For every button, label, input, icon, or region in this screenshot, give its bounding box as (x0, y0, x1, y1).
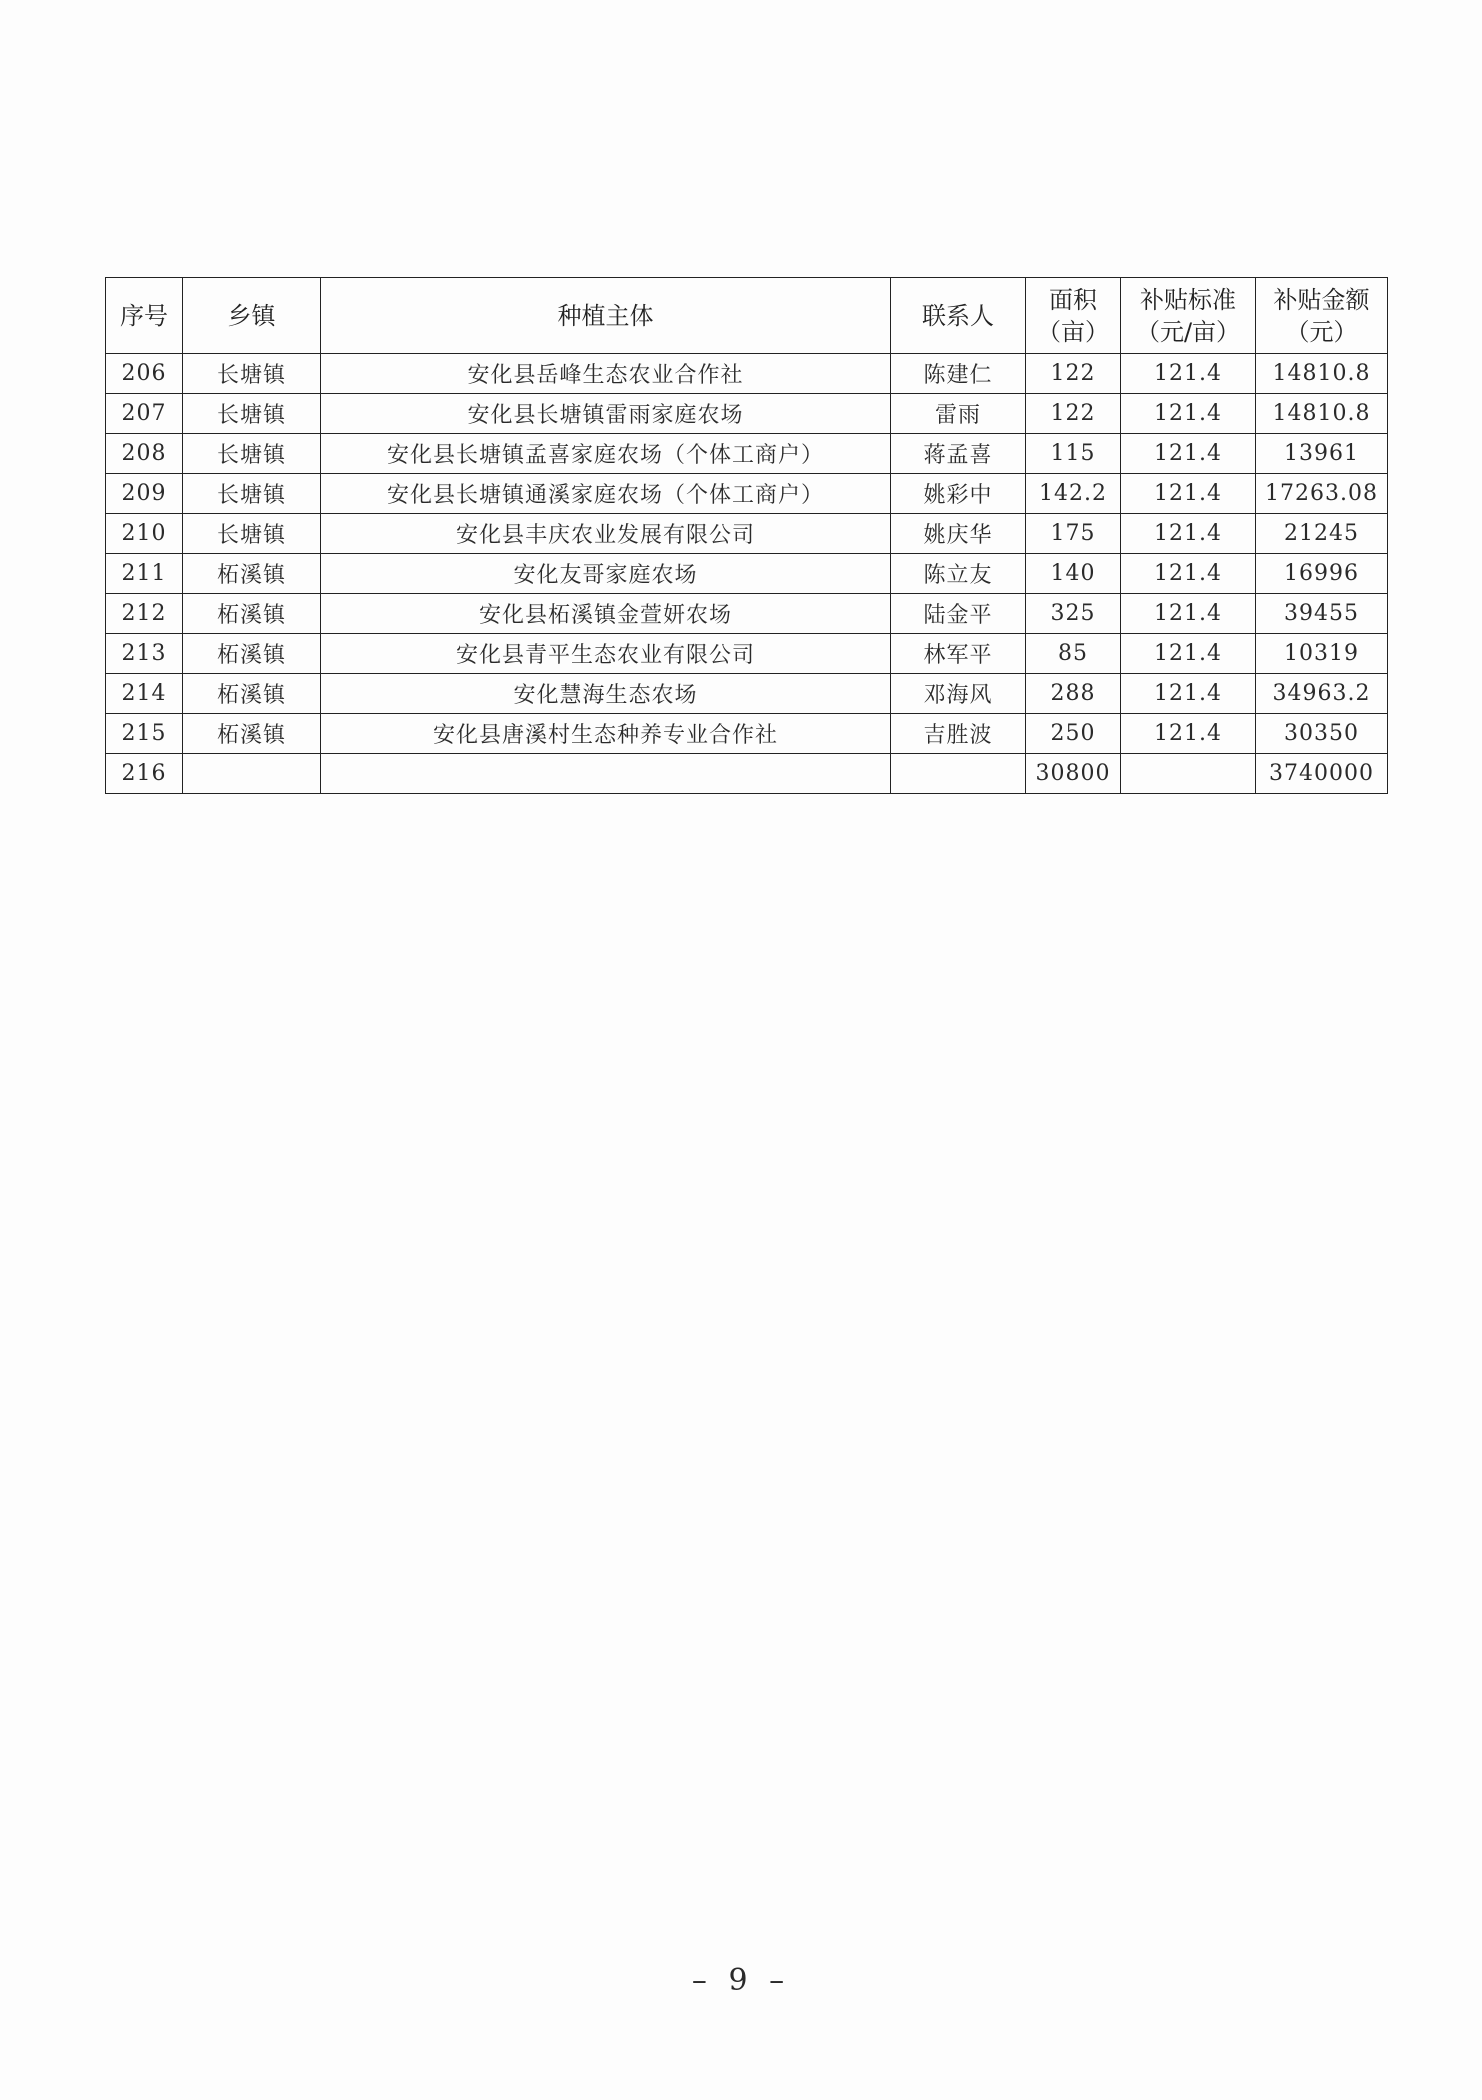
table-row (106, 394, 1388, 434)
cell-town: 柘溪镇 (183, 554, 321, 594)
cell-contact: 雷雨 (891, 394, 1026, 434)
cell-subject: 安化县丰庆农业发展有限公司 (321, 514, 891, 554)
cell-no: 206 (106, 354, 183, 394)
cell-area: 85 (1026, 634, 1121, 674)
cell-town: 柘溪镇 (183, 634, 321, 674)
cell-contact: 陈立友 (891, 554, 1026, 594)
cell-standard: 121.4 (1121, 634, 1256, 674)
cell-contact: 姚庆华 (891, 514, 1026, 554)
cell-area: 175 (1026, 514, 1121, 554)
cell-no: 216 (106, 754, 183, 794)
cell-town (183, 754, 321, 794)
cell-no: 211 (106, 554, 183, 594)
cell-area: 115 (1026, 434, 1121, 474)
cell-area: 122 (1026, 354, 1121, 394)
table-row (106, 434, 1388, 474)
cell-area: 288 (1026, 674, 1121, 714)
header-area-label: 面积 (1049, 285, 1097, 314)
table-row (106, 514, 1388, 554)
cell-amount: 14810.8 (1256, 394, 1388, 434)
cell-subject: 安化县青平生态农业有限公司 (321, 634, 891, 674)
table-row (106, 634, 1388, 674)
cell-town: 长塘镇 (183, 394, 321, 434)
table-row (106, 674, 1388, 714)
cell-subject: 安化慧海生态农场 (321, 674, 891, 714)
cell-standard: 121.4 (1121, 514, 1256, 554)
cell-amount: 13961 (1256, 434, 1388, 474)
header-standard-label: 补贴标准 (1140, 285, 1236, 314)
cell-contact: 邓海风 (891, 674, 1026, 714)
cell-amount: 21245 (1256, 514, 1388, 554)
cell-contact (891, 754, 1026, 794)
cell-contact: 陆金平 (891, 594, 1026, 634)
cell-standard: 121.4 (1121, 354, 1256, 394)
header-amount-unit: （元） (1285, 317, 1358, 346)
cell-amount: 16996 (1256, 554, 1388, 594)
cell-contact: 蒋孟喜 (891, 434, 1026, 474)
cell-area: 140 (1026, 554, 1121, 594)
subsidy-table (105, 277, 1388, 794)
cell-no: 215 (106, 714, 183, 754)
cell-amount: 30350 (1256, 714, 1388, 754)
cell-area-total: 30800 (1026, 754, 1121, 794)
cell-town: 柘溪镇 (183, 674, 321, 714)
cell-amount: 10319 (1256, 634, 1388, 674)
cell-standard (1121, 754, 1256, 794)
table-row (106, 474, 1388, 514)
cell-town: 长塘镇 (183, 514, 321, 554)
cell-town: 柘溪镇 (183, 594, 321, 634)
cell-subject: 安化县唐溪村生态种养专业合作社 (321, 714, 891, 754)
cell-area: 142.2 (1026, 474, 1121, 514)
header-town: 乡镇 (183, 278, 321, 354)
cell-no: 209 (106, 474, 183, 514)
cell-area: 250 (1026, 714, 1121, 754)
header-contact: 联系人 (891, 278, 1026, 354)
cell-no: 210 (106, 514, 183, 554)
cell-subject: 安化友哥家庭农场 (321, 554, 891, 594)
cell-no: 207 (106, 394, 183, 434)
cell-contact: 陈建仁 (891, 354, 1026, 394)
cell-amount-total: 3740000 (1256, 754, 1388, 794)
cell-standard: 121.4 (1121, 674, 1256, 714)
cell-amount: 34963.2 (1256, 674, 1388, 714)
cell-contact: 林军平 (891, 634, 1026, 674)
cell-contact: 吉胜波 (891, 714, 1026, 754)
cell-standard: 121.4 (1121, 714, 1256, 754)
cell-standard: 121.4 (1121, 554, 1256, 594)
cell-standard: 121.4 (1121, 394, 1256, 434)
table-row (106, 594, 1388, 634)
header-amount (1256, 278, 1388, 354)
cell-town: 长塘镇 (183, 434, 321, 474)
cell-no: 213 (106, 634, 183, 674)
header-amount-label: 补贴金额 (1273, 285, 1370, 314)
cell-contact: 姚彩中 (891, 474, 1026, 514)
cell-amount: 39455 (1256, 594, 1388, 634)
header-standard (1121, 278, 1256, 354)
cell-no: 212 (106, 594, 183, 634)
page-number: – 9 – (691, 1963, 791, 1998)
table-header-row (106, 278, 1388, 354)
cell-subject: 安化县长塘镇雷雨家庭农场 (321, 394, 891, 434)
cell-subject: 安化县长塘镇通溪家庭农场（个体工商户） (321, 474, 891, 514)
table-row (106, 714, 1388, 754)
cell-amount: 17263.08 (1256, 474, 1388, 514)
cell-town: 长塘镇 (183, 474, 321, 514)
cell-standard: 121.4 (1121, 434, 1256, 474)
cell-standard: 121.4 (1121, 474, 1256, 514)
cell-subject: 安化县长塘镇孟喜家庭农场（个体工商户） (321, 434, 891, 474)
header-subject: 种植主体 (321, 278, 891, 354)
cell-area: 122 (1026, 394, 1121, 434)
cell-subject (321, 754, 891, 794)
header-area-unit: （亩） (1037, 317, 1109, 346)
cell-town: 长塘镇 (183, 354, 321, 394)
cell-standard: 121.4 (1121, 594, 1256, 634)
header-area (1026, 278, 1121, 354)
cell-amount: 14810.8 (1256, 354, 1388, 394)
cell-area: 325 (1026, 594, 1121, 634)
cell-no: 208 (106, 434, 183, 474)
table-row (106, 354, 1388, 394)
cell-subject: 安化县柘溪镇金萱妍农场 (321, 594, 891, 634)
header-no: 序号 (106, 278, 183, 354)
table-row (106, 554, 1388, 594)
header-standard-unit: （元/亩） (1135, 317, 1241, 346)
cell-town: 柘溪镇 (183, 714, 321, 754)
cell-no: 214 (106, 674, 183, 714)
cell-subject: 安化县岳峰生态农业合作社 (321, 354, 891, 394)
table-row-total (106, 754, 1388, 794)
